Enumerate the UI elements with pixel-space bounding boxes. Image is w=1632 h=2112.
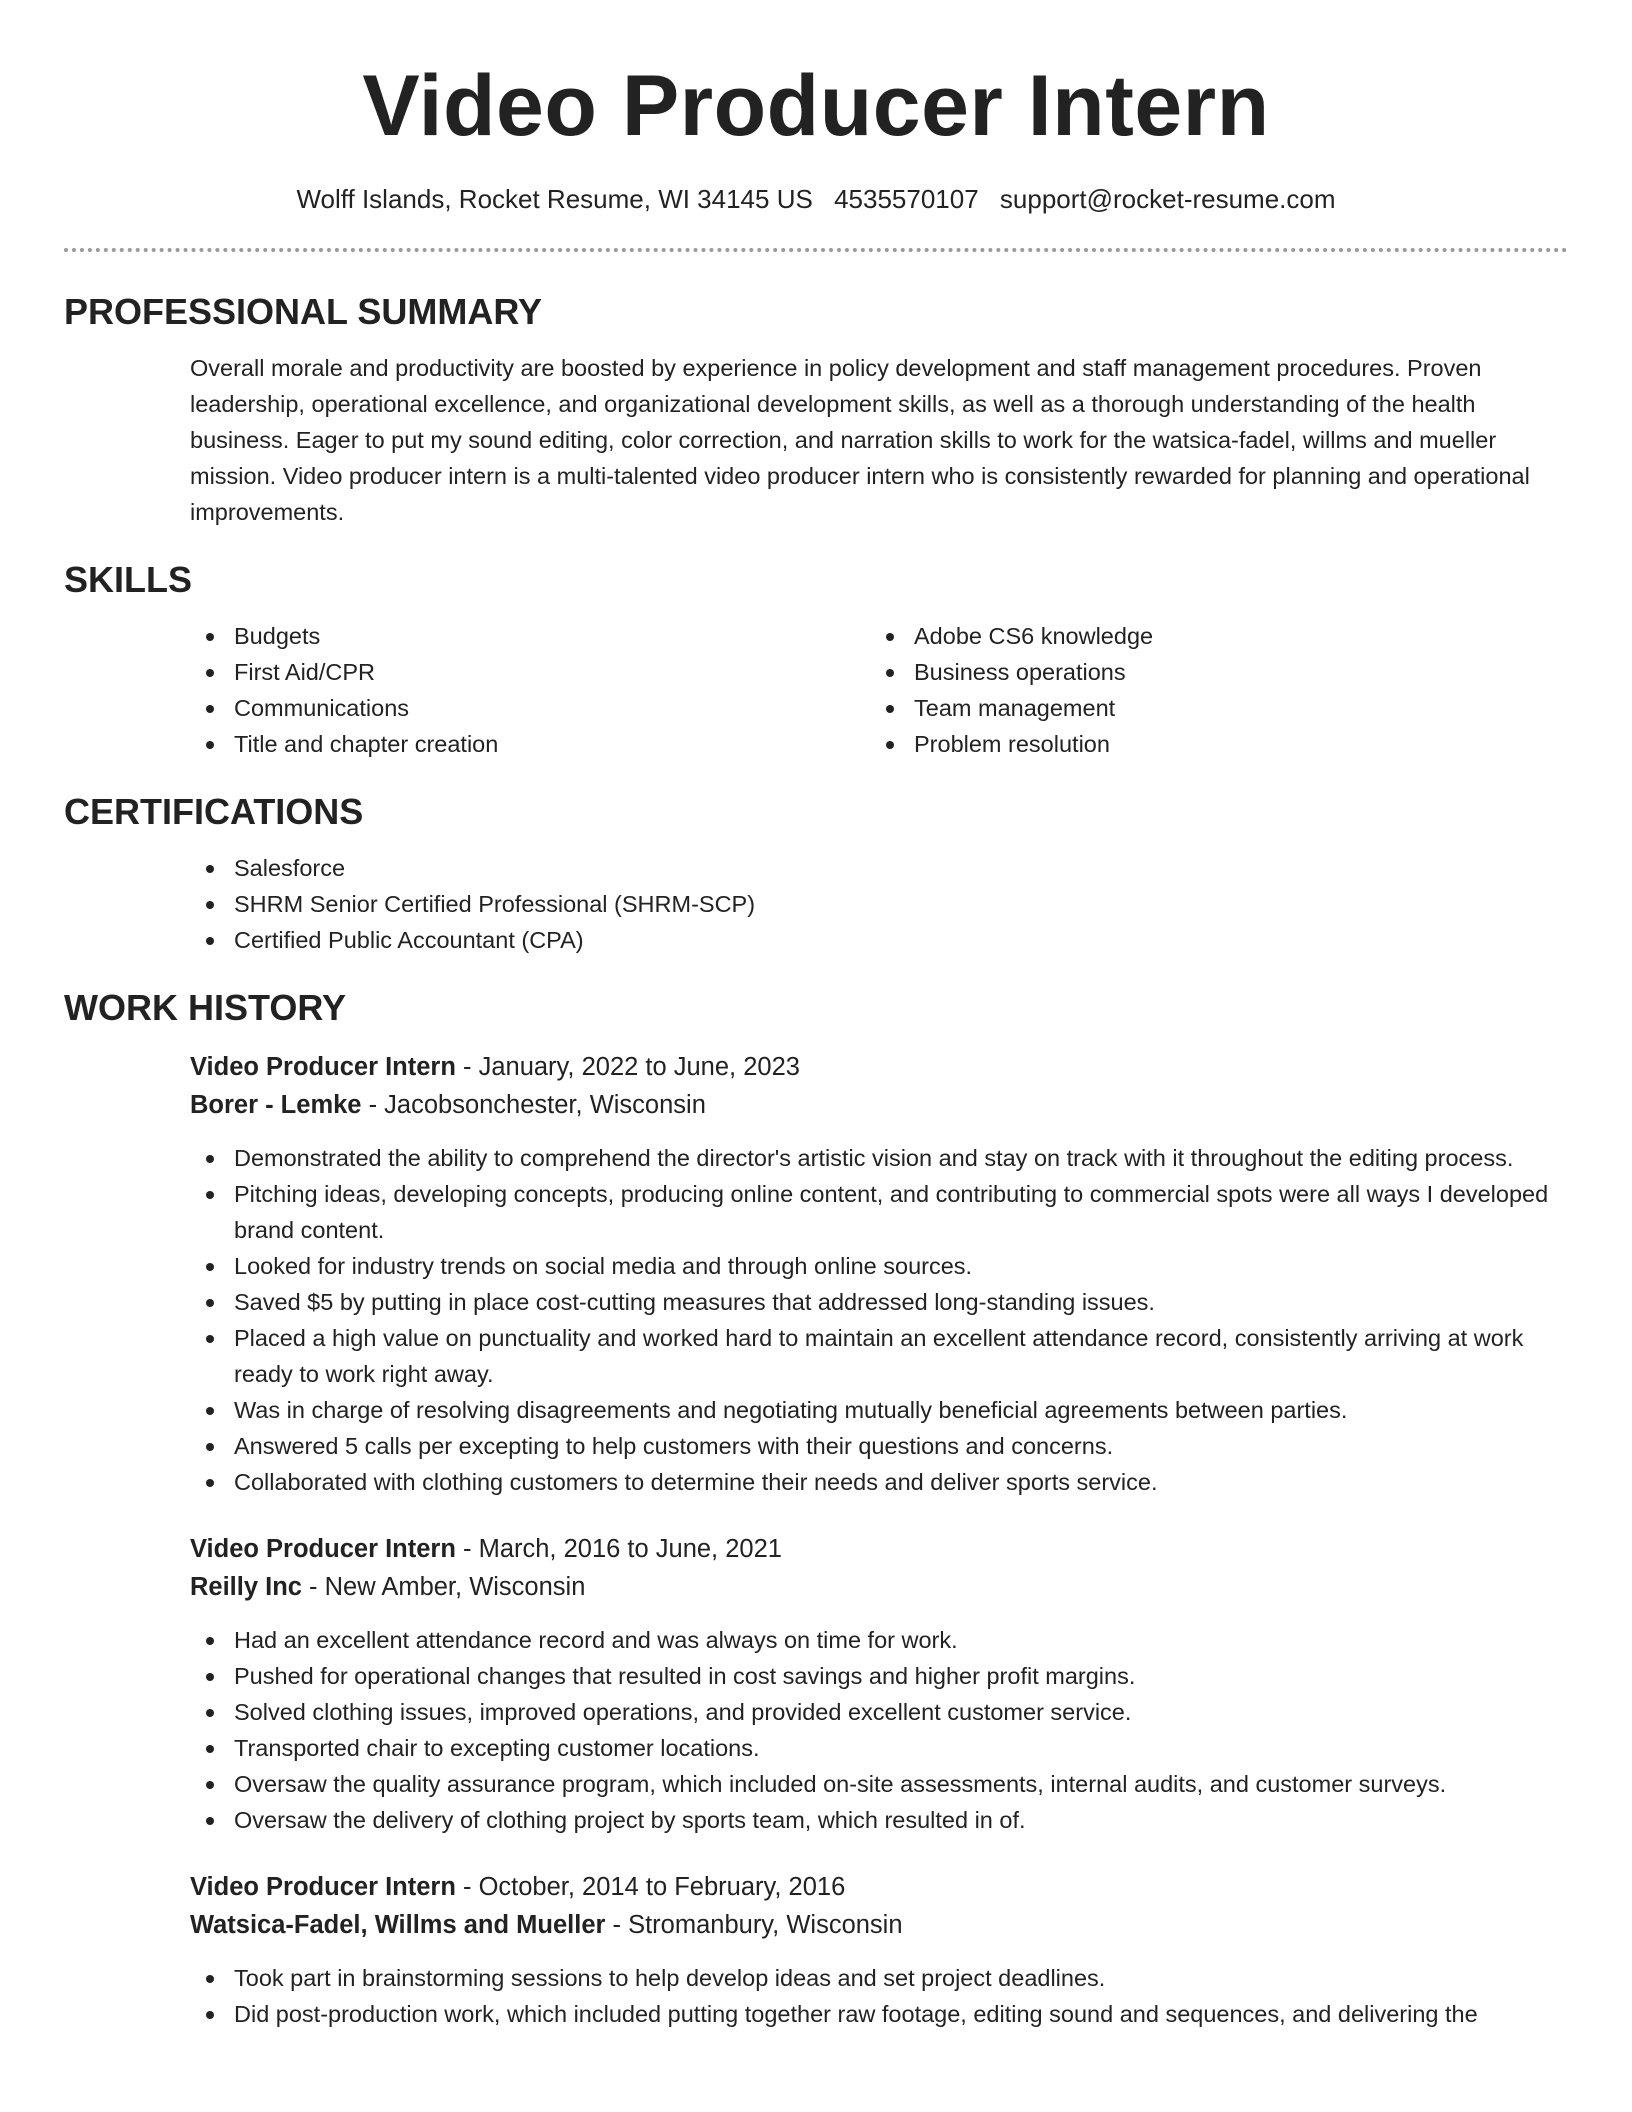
job-bullet: Pitching ideas, developing concepts, producing online content, and contributing to commercial spots were all ways I developed brand content. <box>190 1176 1568 1248</box>
job-bullet: Took part in brainstorming sessions to help develop ideas and set project deadlines. <box>190 1960 1568 1996</box>
certifications-section-title: CERTIFICATIONS <box>64 791 364 832</box>
job-dates: - October, 2014 to February, 2016 <box>455 1873 846 1901</box>
skill-item: Business operations <box>870 654 1550 690</box>
summary-text: Overall morale and productivity are boosted by experience in policy development and staff management procedures. Proven leadership, operational excellence, and organizational development skills, as well as a thorough understanding of the health business. Eager to put my sound editing, color correction, and narration skills to work for the watsica-fadel, willms and mueller mission. Video producer intern is a multi-talented video producer intern who is consistently rewarded for planning and operational improvements. <box>190 355 1530 525</box>
job-entry <box>190 1530 1568 1838</box>
skills-column-right <box>870 618 1550 762</box>
job-bullet: Answered 5 calls per excepting to help customers with their questions and concerns. <box>190 1428 1568 1464</box>
contact-line <box>0 182 1632 216</box>
job-location: - Jacobsonchester, Wisconsin <box>361 1091 706 1119</box>
skills-list <box>190 618 1568 762</box>
job-bullet: Was in charge of resolving disagreements and negotiating mutually beneficial agreements between parties. <box>190 1392 1568 1428</box>
job-entry <box>190 1868 1568 2032</box>
job-entry <box>190 1048 1568 1500</box>
job-dates: - January, 2022 to June, 2023 <box>455 1053 800 1081</box>
job-title-line <box>190 1048 1568 1086</box>
job-bullet: Transported chair to excepting customer locations. <box>190 1730 1568 1766</box>
job-role: Video Producer Intern <box>190 1535 456 1563</box>
job-bullet: Looked for industry trends on social media and through online sources. <box>190 1248 1568 1284</box>
job-bullet: Oversaw the quality assurance program, which included on-site assessments, internal audits, and customer surveys. <box>190 1766 1568 1802</box>
skill-item: Title and chapter creation <box>190 726 870 762</box>
job-dates: - March, 2016 to June, 2021 <box>455 1535 782 1563</box>
contact-phone: 4535570107 <box>834 184 979 214</box>
job-company: Watsica-Fadel, Willms and Mueller <box>190 1911 606 1939</box>
skill-item: Problem resolution <box>870 726 1550 762</box>
certification-item: SHRM Senior Certified Professional (SHRM-SCP) <box>190 886 1568 922</box>
job-company: Borer - Lemke <box>190 1091 362 1119</box>
job-bullet: Saved $5 by putting in place cost-cutting measures that addressed long-standing issues. <box>190 1284 1568 1320</box>
job-bullet: Did post-production work, which included putting together raw footage, editing sound and sequences, and delivering the <box>190 1996 1568 2032</box>
contact-address: Wolff Islands, Rocket Resume, WI 34145 US <box>296 184 813 214</box>
job-location: - New Amber, Wisconsin <box>301 1573 586 1601</box>
header-divider <box>64 248 1568 252</box>
skills-section-title: SKILLS <box>64 559 193 600</box>
skills-column-left <box>190 618 870 762</box>
job-title-line <box>190 1868 1568 1906</box>
job-company-line <box>190 1086 1568 1124</box>
skill-item: Team management <box>870 690 1550 726</box>
skill-item: Adobe CS6 knowledge <box>870 618 1550 654</box>
job-company-line <box>190 1906 1568 1944</box>
job-role: Video Producer Intern <box>190 1053 456 1081</box>
skill-item: Communications <box>190 690 870 726</box>
resume-name-heading: Video Producer Intern <box>362 58 1270 154</box>
job-bullets <box>190 1140 1568 1500</box>
summary-section <box>190 350 1568 530</box>
job-bullet: Solved clothing issues, improved operations, and provided excellent customer service. <box>190 1694 1568 1730</box>
summary-section-title: PROFESSIONAL SUMMARY <box>64 291 543 332</box>
job-bullet: Demonstrated the ability to comprehend the director's artistic vision and stay on track with it throughout the editing process. <box>190 1140 1568 1176</box>
certifications-list <box>190 850 1568 958</box>
job-location: - Stromanbury, Wisconsin <box>605 1911 903 1939</box>
certification-item: Certified Public Accountant (CPA) <box>190 922 1568 958</box>
skill-item: First Aid/CPR <box>190 654 870 690</box>
job-bullet: Oversaw the delivery of clothing project by sports team, which resulted in of. <box>190 1802 1568 1838</box>
job-company: Reilly Inc <box>190 1573 302 1601</box>
job-bullet: Pushed for operational changes that resulted in cost savings and higher profit margins. <box>190 1658 1568 1694</box>
job-bullet: Had an excellent attendance record and was always on time for work. <box>190 1622 1568 1658</box>
work-history-section-title: WORK HISTORY <box>64 987 347 1028</box>
job-role: Video Producer Intern <box>190 1873 456 1901</box>
job-bullets <box>190 1960 1568 2032</box>
job-bullet: Placed a high value on punctuality and worked hard to maintain an excellent attendance record, consistently arriving at work ready to work right away. <box>190 1320 1568 1392</box>
job-bullet: Collaborated with clothing customers to determine their needs and deliver sports service. <box>190 1464 1568 1500</box>
job-title-line <box>190 1530 1568 1568</box>
job-company-line <box>190 1568 1568 1606</box>
certification-item: Salesforce <box>190 850 1568 886</box>
contact-email: support@rocket-resume.com <box>999 184 1336 214</box>
certifications-section <box>190 850 1568 958</box>
job-bullets <box>190 1622 1568 1838</box>
skill-item: Budgets <box>190 618 870 654</box>
